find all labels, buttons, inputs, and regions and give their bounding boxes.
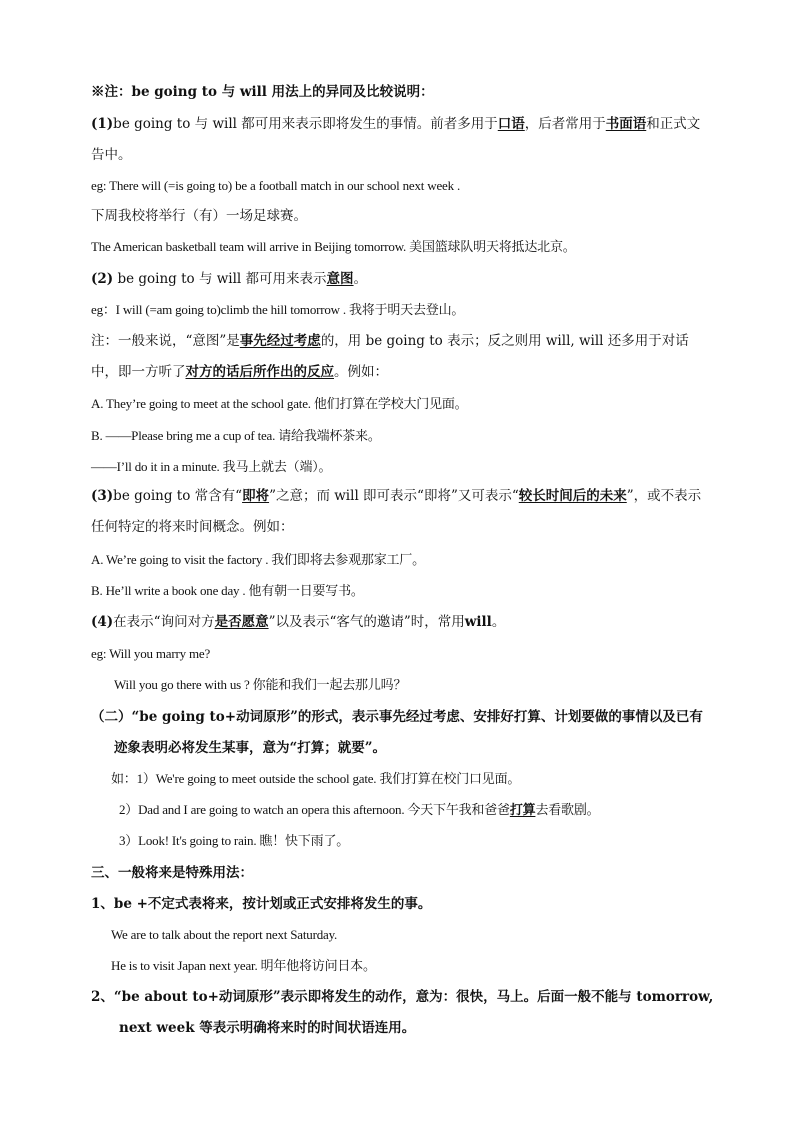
example-sentence: We are to talk about the report next Saturday. (111, 927, 338, 942)
keyword: 打算 (509, 802, 536, 817)
example-sentence: 如：1）We're going to meet outside the school gate. 我们打算在校门口见面。 (111, 771, 521, 786)
section-3-item-2-cont: next week 等表示明确将来时的时间状语连用。 (119, 1020, 416, 1036)
note-title: ※注：be going to 与 will 用法上的异同及比较说明： (91, 84, 434, 100)
keyword: 较长时间后的未来 (518, 488, 627, 504)
paragraph-number: (2) (91, 271, 114, 287)
text: 注：一般来说，“意图”是 (91, 333, 240, 349)
text: 和正式文告中。 (91, 116, 701, 163)
example-sentence: A. They’re going to meet at the school gate. 他们打算在学校大门见面。 (91, 396, 468, 411)
text: ”之意；而 will 即可表示“即将”又可表示“ (269, 488, 519, 504)
text: 。例如： (334, 364, 388, 380)
section-3-heading: 三、一般将来是特殊用法： (91, 865, 253, 881)
example-sentence: eg: Will you marry me? (91, 646, 211, 661)
example-sentence: ——I’ll do it in a minute. 我马上就去（端）。 (91, 459, 332, 474)
text: be going to 常含有“ (113, 488, 243, 504)
text: ”，或不表示任何特定的将来时间概念。例如： (91, 488, 702, 535)
paragraph-number: (1) (91, 116, 114, 132)
keyword: 书面语 (605, 116, 647, 132)
keyword: 意图 (326, 271, 354, 287)
example-sentence: 3）Look! It's going to rain. 瞧！快下雨了。 (119, 833, 350, 848)
section-2-heading: （二）“be going to+动词原形”的形式，表示事先经过考虑、安排好打算、计划要做的事情以及已有 (91, 709, 703, 725)
text: 2）Dad and I are going to watch an opera this afternoon. 今天下午我和爸爸 (119, 802, 510, 817)
example-sentence: He is to visit Japan next year. 明年他将访问日本。 (111, 958, 376, 973)
paragraph-number: (3) (91, 488, 114, 504)
example-sentence: A. We’re going to visit the factory . 我们即将去参观那家工厂。 (91, 552, 425, 567)
text: 的，用 be going to 表示；反之则用 will, will 还多用于对话中，即一方听了 (91, 333, 689, 380)
paragraph-4 (91, 613, 709, 631)
keyword: 即将 (242, 488, 270, 504)
example-sentence: Will you go there with us ? 你能和我们一起去那儿吗？ (114, 677, 407, 692)
example-sentence: eg: There will (=is going to) be a football match in our school next week . (91, 178, 460, 193)
section-2-heading-cont: 迹象表明必将发生某事，意为“打算；就要”。 (114, 740, 387, 756)
example-sentence: The American basketball team will arrive in Beijing tomorrow. 美国篮球队明天将抵达北京。 (91, 239, 576, 254)
text: 。 (353, 271, 368, 287)
text: 。 (491, 614, 506, 630)
text: be going to 与 will 都可用来表示即将发生的事情。前者多用于 (113, 116, 498, 132)
text: ，后者常用于 (524, 116, 606, 132)
keyword: 对方的话后所作出的反应 (185, 364, 334, 380)
example-sentence: B. ——Please bring me a cup of tea. 请给我端杯茶来。 (91, 428, 381, 443)
note-2 (91, 326, 709, 388)
keyword: 口语 (497, 116, 525, 132)
text: be going to 与 will 都可用来表示 (113, 271, 327, 287)
text: 去看歌剧。 (535, 802, 600, 817)
keyword-bold: will (464, 614, 492, 630)
paragraph-1 (91, 109, 709, 171)
example-sentence: eg：I will (=am going to)climb the hill tomorrow . 我将于明天去登山。 (91, 302, 465, 317)
text: 在表示“询问对方 (113, 614, 215, 630)
paragraph-3 (91, 481, 709, 543)
section-3-item-2: 2、“be about to+动词原形”表示即将发生的动作，意为：很快，马上。后面一般不能与 tomorrow, (91, 989, 714, 1005)
paragraph-2 (91, 270, 709, 288)
example-sentence: B. He’ll write a book one day . 他有朝一日要写书。 (91, 583, 364, 598)
example-translation: 下周我校将举行（有）一场足球赛。 (91, 208, 307, 224)
section-3-item-1: 1、be +不定式表将来，按计划或正式安排将发生的事。 (91, 896, 432, 912)
example-sentence (119, 801, 709, 819)
keyword: 事先经过考虑 (239, 333, 321, 349)
keyword: 是否愿意 (214, 614, 269, 630)
text: ”以及表示“客气的邀请”时，常用 (268, 614, 465, 630)
paragraph-number: (4) (91, 614, 114, 630)
